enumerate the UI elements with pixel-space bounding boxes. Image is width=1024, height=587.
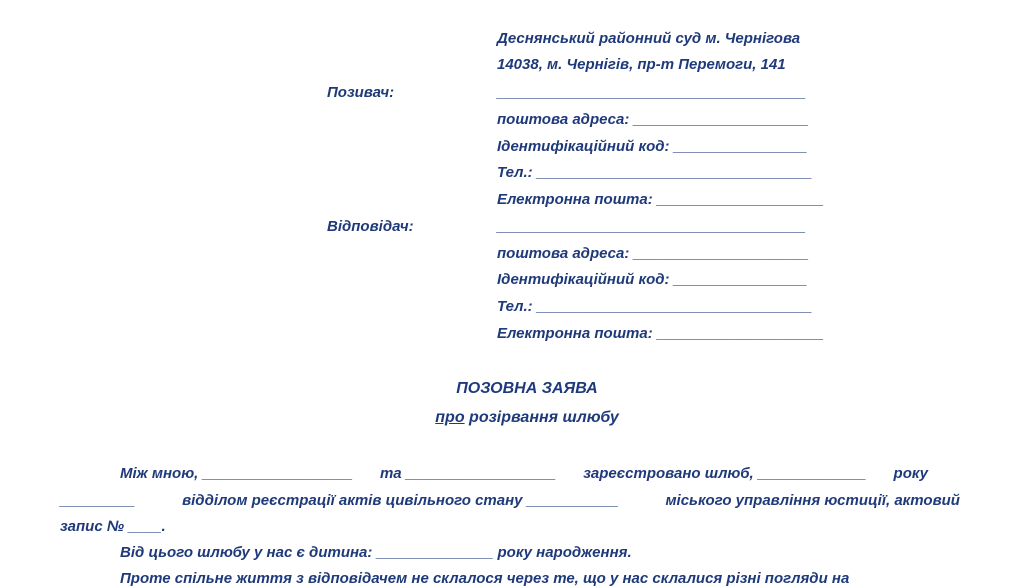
plaintiff-name-line[interactable]: _____________________________________ <box>497 84 806 101</box>
document-subtitle <box>0 409 1024 427</box>
plaintiff-email[interactable]: Електронна пошта: ____________________ <box>497 191 824 208</box>
defendant-label: Відповідач: <box>327 218 414 235</box>
court-address: 14038, м. Чернігів, пр-т Перемоги, 141 <box>497 56 786 73</box>
paragraph-1-line-3: запис № ____. <box>60 518 166 535</box>
subtitle-prefix: про <box>435 409 465 426</box>
court-name: Деснянський районний суд м. Чернігова <box>497 30 801 47</box>
plaintiff-phone[interactable]: Тел.: _________________________________ <box>497 164 813 181</box>
defendant-phone[interactable]: Тел.: _________________________________ <box>497 298 813 315</box>
text-segment: Між мною, __________________ <box>120 465 353 482</box>
subtitle-rest: розірвання шлюбу <box>464 409 619 426</box>
text-segment: міського управління юстиції, актовий <box>665 492 960 509</box>
text-segment: зареєстровано шлюб, _____________ <box>583 465 867 482</box>
paragraph-1-line-1 <box>120 465 928 482</box>
defendant-email[interactable]: Електронна пошта: ____________________ <box>497 325 824 342</box>
paragraph-1-line-2 <box>60 492 960 509</box>
defendant-name-line[interactable]: _____________________________________ <box>497 218 806 235</box>
plaintiff-label: Позивач: <box>327 84 395 101</box>
paragraph-3: Проте спільне життя з відповідачем не склалося через те, що у нас склалися різні погляди на <box>120 570 850 587</box>
plaintiff-postal-address[interactable]: поштова адреса: _____________________ <box>497 111 809 128</box>
defendant-id-code[interactable]: Ідентифікаційний код: ________________ <box>497 271 808 288</box>
text-segment: _________ <box>60 492 136 509</box>
defendant-postal-address[interactable]: поштова адреса: _____________________ <box>497 245 809 262</box>
text-segment: та __________________ <box>379 465 556 482</box>
text-segment: відділом реєстрації актів цивільного стану ___________ <box>182 492 619 509</box>
document-title: ПОЗОВНА ЗАЯВА <box>456 380 598 397</box>
plaintiff-id-code[interactable]: Ідентифікаційний код: ________________ <box>497 138 808 155</box>
text-segment: року <box>893 465 928 482</box>
paragraph-2: Від цього шлюбу у нас є дитина: ______________ року народження. <box>120 544 632 561</box>
